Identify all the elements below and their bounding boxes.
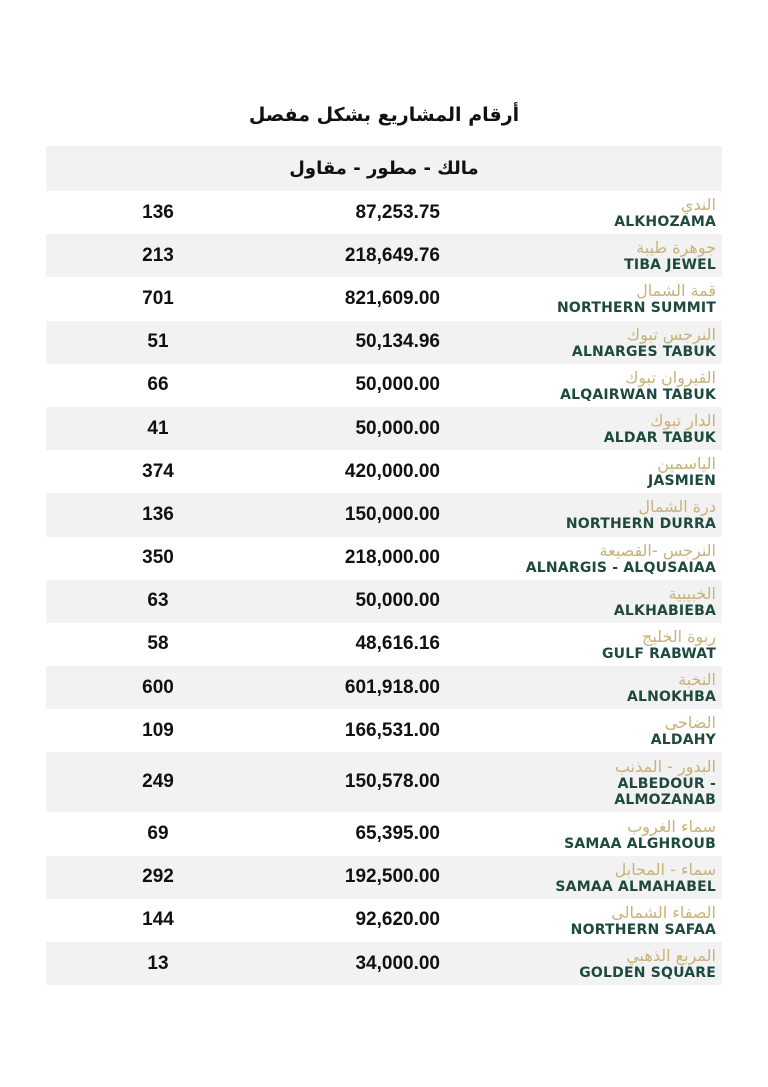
table-row bbox=[46, 752, 722, 812]
project-name-arabic: سماء الغروب bbox=[627, 816, 716, 836]
table-row bbox=[46, 580, 722, 623]
projects-table bbox=[46, 191, 722, 985]
project-name-english: JASMIEN bbox=[648, 473, 716, 490]
table-row bbox=[46, 407, 722, 450]
project-name-english: ALNARGES TABUK bbox=[571, 343, 716, 360]
project-amount: 601,918.00 bbox=[344, 676, 440, 698]
units-count: 249 bbox=[142, 771, 174, 793]
project-amount: 192,500.00 bbox=[344, 866, 440, 888]
project-name-english: GOLDEN SQUARE bbox=[579, 965, 716, 982]
project-name-english: NORTHERN DURRA bbox=[565, 516, 716, 533]
table-row bbox=[46, 364, 722, 407]
table-row bbox=[46, 942, 722, 985]
project-name bbox=[456, 812, 716, 855]
table-row bbox=[46, 493, 722, 536]
project-name bbox=[456, 537, 716, 580]
project-name-english: ALQAIRWAN TABUK bbox=[560, 386, 716, 403]
project-name-arabic: النخبة bbox=[678, 670, 716, 690]
table-row bbox=[46, 277, 722, 320]
table-row bbox=[46, 623, 722, 666]
units-count: 136 bbox=[142, 201, 174, 223]
project-name-arabic: الخبيبية bbox=[668, 583, 716, 603]
table-row bbox=[46, 321, 722, 364]
units-count: 109 bbox=[142, 719, 174, 741]
project-amount: 821,609.00 bbox=[344, 287, 440, 309]
project-name-arabic: الندي bbox=[680, 195, 716, 215]
project-name-english: ALKHABIEBA bbox=[613, 602, 716, 619]
project-amount: 34,000.00 bbox=[355, 952, 440, 974]
project-name-arabic: النرجس -القصيعة bbox=[599, 540, 716, 560]
project-name bbox=[456, 899, 716, 942]
units-count: 701 bbox=[142, 287, 174, 309]
table-row bbox=[46, 856, 722, 899]
project-name bbox=[456, 407, 716, 450]
table-row bbox=[46, 450, 722, 493]
project-name bbox=[456, 580, 716, 623]
table-row bbox=[46, 812, 722, 855]
project-name-english: TIBA JEWEL bbox=[624, 257, 716, 274]
project-name-arabic: قمة الشمال bbox=[636, 281, 716, 301]
project-name-english: ALDAR TABUK bbox=[603, 430, 716, 447]
units-count: 69 bbox=[147, 823, 169, 845]
table-row bbox=[46, 234, 722, 277]
project-amount: 218,000.00 bbox=[344, 547, 440, 569]
page-title: أرقام المشاريع بشكل مفصل bbox=[248, 104, 520, 126]
project-amount: 218,649.76 bbox=[344, 244, 440, 266]
project-name bbox=[456, 666, 716, 709]
project-name-english: ALKHOZAMA bbox=[614, 214, 716, 231]
units-count: 144 bbox=[142, 909, 174, 931]
project-name-arabic: الضاحى bbox=[664, 713, 716, 733]
project-name bbox=[456, 450, 716, 493]
project-amount: 50,000.00 bbox=[355, 417, 440, 439]
units-count: 41 bbox=[147, 417, 169, 439]
project-name bbox=[456, 623, 716, 666]
project-amount: 150,000.00 bbox=[344, 503, 440, 525]
project-name-english: NORTHERN SAFAA bbox=[570, 921, 716, 938]
table-row bbox=[46, 666, 722, 709]
project-name-arabic: البدور - المذنب bbox=[614, 756, 716, 776]
project-amount: 420,000.00 bbox=[344, 460, 440, 482]
table-subheader: مالك - مطور - مقاول bbox=[46, 146, 722, 191]
table-row bbox=[46, 191, 722, 234]
project-name-arabic: درة الشمال bbox=[638, 497, 716, 517]
project-name bbox=[456, 942, 716, 985]
units-count: 63 bbox=[147, 590, 169, 612]
units-count: 58 bbox=[147, 633, 169, 655]
units-count: 51 bbox=[147, 331, 169, 353]
project-name bbox=[456, 234, 716, 277]
units-count: 213 bbox=[142, 244, 174, 266]
project-name bbox=[456, 856, 716, 899]
units-count: 600 bbox=[142, 676, 174, 698]
project-name bbox=[456, 752, 716, 812]
project-amount: 50,000.00 bbox=[355, 590, 440, 612]
project-name-english: NORTHERN SUMMIT bbox=[556, 300, 716, 317]
project-name-arabic: الصفاء الشمالى bbox=[611, 902, 716, 922]
units-count: 292 bbox=[142, 866, 174, 888]
table-row bbox=[46, 709, 722, 752]
project-name-english: ALBEDOUR - ALMOZANAB bbox=[614, 775, 716, 808]
units-count: 66 bbox=[147, 374, 169, 396]
project-amount: 166,531.00 bbox=[344, 719, 440, 741]
project-name-arabic: النرجس تبوك bbox=[626, 324, 716, 344]
project-name-english: ALNOKHBA bbox=[626, 689, 716, 706]
project-name bbox=[456, 277, 716, 320]
project-name-english: ALNARGIS - ALQUSAIAA bbox=[525, 559, 716, 576]
units-count: 374 bbox=[142, 460, 174, 482]
project-name-english: ALDAHY bbox=[650, 732, 716, 749]
project-name-arabic: القيروان تبوك bbox=[625, 367, 716, 387]
project-amount: 92,620.00 bbox=[355, 909, 440, 931]
project-name-arabic: الدار تبوك bbox=[650, 411, 716, 431]
project-name-arabic: المربع الذهبي bbox=[626, 946, 716, 966]
project-name-english: GULF RABWAT bbox=[601, 645, 716, 662]
project-amount: 87,253.75 bbox=[355, 201, 440, 223]
project-name bbox=[456, 191, 716, 234]
project-name bbox=[456, 493, 716, 536]
project-name-english: SAMAA ALMAHABEL bbox=[555, 878, 716, 895]
project-name bbox=[456, 321, 716, 364]
project-name-arabic: جوهرة طيبة bbox=[636, 238, 716, 258]
project-amount: 50,000.00 bbox=[355, 374, 440, 396]
units-count: 13 bbox=[147, 952, 169, 974]
table-row bbox=[46, 537, 722, 580]
project-name-arabic: ربوة الخليج bbox=[641, 626, 716, 646]
table-row bbox=[46, 899, 722, 942]
project-amount: 48,616.16 bbox=[355, 633, 440, 655]
project-name bbox=[456, 364, 716, 407]
project-name bbox=[456, 709, 716, 752]
project-name-arabic: الياسمين bbox=[657, 454, 716, 474]
project-amount: 50,134.96 bbox=[355, 331, 440, 353]
project-name-arabic: سماء - المحابل bbox=[614, 859, 716, 879]
units-count: 350 bbox=[142, 547, 174, 569]
units-count: 136 bbox=[142, 503, 174, 525]
project-amount: 150,578.00 bbox=[344, 771, 440, 793]
project-amount: 65,395.00 bbox=[355, 823, 440, 845]
project-name-english: SAMAA ALGHROUB bbox=[564, 835, 716, 852]
